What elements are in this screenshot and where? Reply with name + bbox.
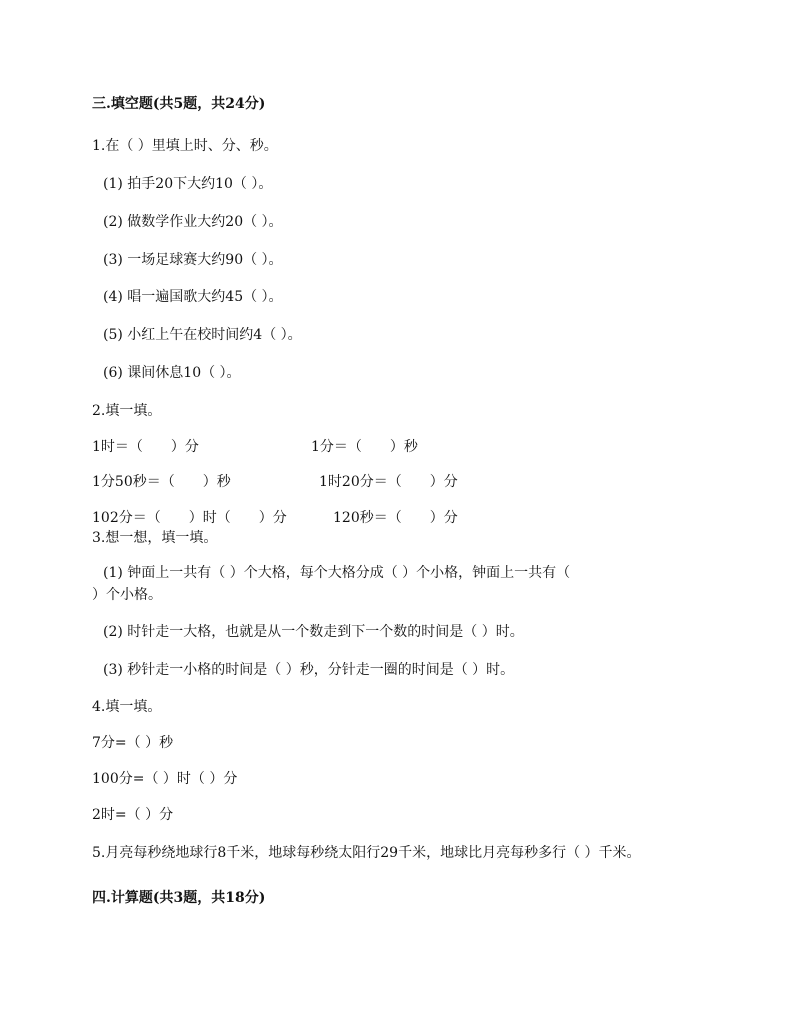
question-2-row-3-right: 120秒＝（ ）分: [333, 510, 458, 526]
question-3-stem: 3.想一想，填一填。: [92, 530, 218, 546]
question-2-row-2-right: 1时20分＝（ ）分: [319, 474, 458, 490]
question-1-stem: 1.在（ ）里填上时、分、秒。: [92, 138, 278, 154]
question-3-item-1-continued: ）个小格。: [92, 587, 162, 603]
question-4-item-3: 2时=（ ）分: [92, 807, 174, 823]
question-1-item-1: (1) 拍手20下大约10（ ）。: [103, 176, 273, 192]
question-2-row-3-left: 102分＝（ ）时（ ）分: [92, 510, 287, 526]
question-4-stem: 4.填一填。: [92, 699, 162, 715]
question-1-item-5: (5) 小红上午在校时间约4（ ）。: [103, 327, 302, 343]
question-2-stem: 2.填一填。: [92, 403, 162, 419]
question-2-row-1-left: 1时＝（ ）分: [92, 439, 199, 455]
question-1-item-2: (2) 做数学作业大约20（ ）。: [103, 214, 283, 230]
question-4-item-2: 100分=（ ）时（ ）分: [92, 771, 238, 787]
question-1-item-3: (3) 一场足球赛大约90（ ）。: [103, 252, 283, 268]
question-1-item-6: (6) 课间休息10（ ）。: [103, 365, 241, 381]
question-3-item-3: (3) 秒针走一小格的时间是（ ）秒，分针走一圈的时间是（ ）时。: [103, 662, 515, 678]
question-3-item-1: (1) 钟面上一共有（ ）个大格，每个大格分成（ ）个小格，钟面上一共有（: [103, 565, 571, 581]
question-4-item-1: 7分=（ ）秒: [92, 735, 174, 751]
question-3-item-2: (2) 时针走一大格，也就是从一个数走到下一个数的时间是（ ）时。: [103, 624, 524, 640]
question-2-row-1-right: 1分＝（ ）秒: [311, 439, 418, 455]
section4-heading: 四.计算题(共3题，共18分): [92, 890, 266, 906]
question-2-row-2-left: 1分50秒＝（ ）秒: [92, 474, 231, 490]
question-5-stem: 5.月亮每秒绕地球行8千米，地球每秒绕太阳行29千米，地球比月亮每秒多行（ ）千米。: [92, 845, 641, 861]
section3-heading: 三.填空题(共5题，共24分): [92, 96, 266, 112]
question-1-item-4: (4) 唱一遍国歌大约45（ ）。: [103, 289, 283, 305]
